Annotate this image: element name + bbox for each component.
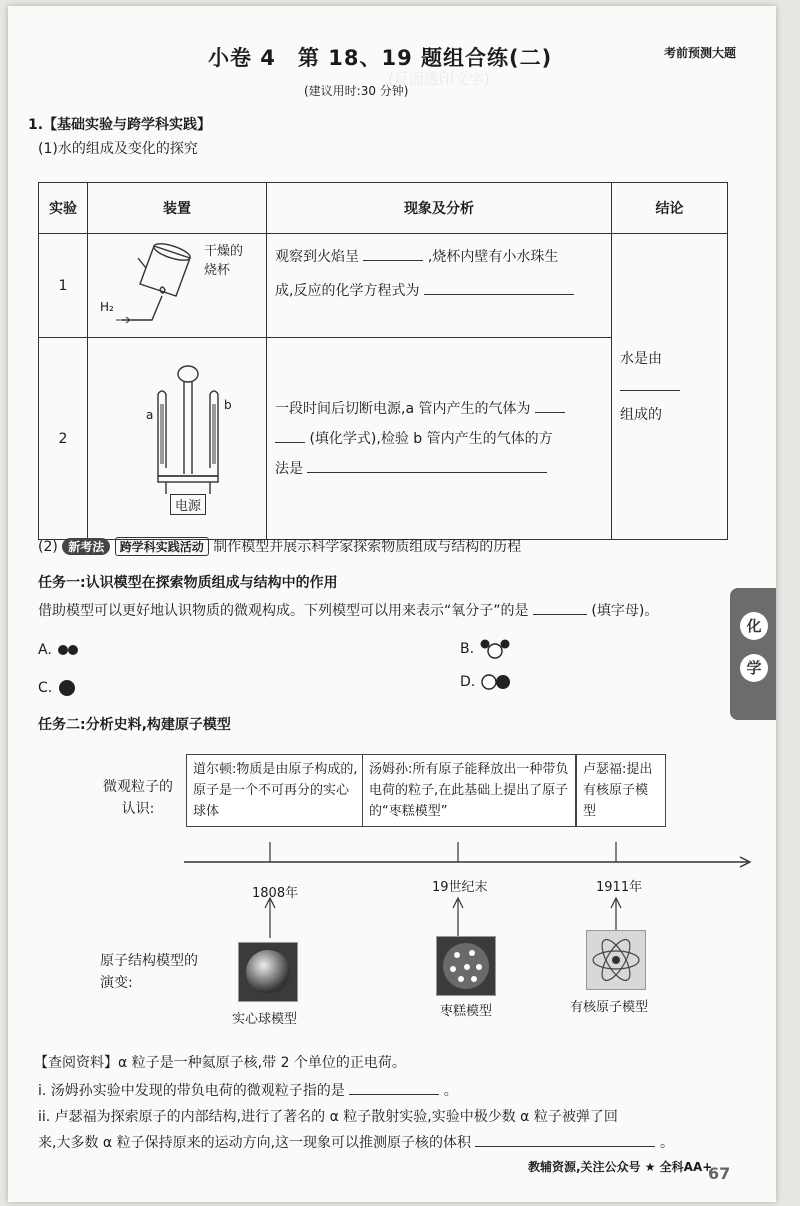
option-c-label: C. (38, 680, 53, 696)
evolution-label: 原子结构模型的演变: (100, 953, 198, 991)
phenomenon-1 (267, 234, 612, 338)
question-ii-line-2 (38, 1132, 674, 1152)
option-d (460, 672, 512, 692)
question-ii-line-1: ii. 卢瑟福为探索原子的内部结构,进行了著名的 α 粒子散射实验,实验中极少数 α 粒子被弹了回 (38, 1109, 618, 1125)
solid-sphere-model-image (238, 942, 298, 1002)
blank-flame-color[interactable] (363, 246, 423, 261)
header-apparatus: 装置 (88, 183, 267, 234)
plum-pudding-icon (437, 937, 495, 995)
power-source-label: 电源 (170, 494, 206, 515)
rutherford-box: 卢瑟福:提出有核原子模型 (576, 754, 666, 827)
plum-pudding-label: 枣糕模型 (440, 1004, 493, 1019)
bleed-through-text: (反面透印文字) (388, 70, 490, 88)
option-d-label: D. (460, 674, 476, 690)
apparatus-2 (88, 338, 267, 540)
footer-text: 教辅资源,关注公众号 ★ 全科AA+ (528, 1160, 713, 1174)
page-number: 67 (708, 1164, 731, 1183)
row1-text-b: ,烧杯内壁有小水珠生 (427, 249, 559, 265)
section-label: 考前预测大题 (663, 46, 736, 60)
blank-conclusion[interactable] (620, 376, 680, 391)
tube-b-label: b (224, 398, 232, 412)
apparatus-1 (88, 234, 267, 338)
task-1-suffix: (填字母)。 (591, 603, 659, 619)
row2-text-a: 一段时间后切断电源,a 管内产生的气体为 (275, 400, 531, 417)
plum-pudding-model-image (436, 936, 496, 996)
header-conclusion: 结论 (612, 183, 728, 234)
year-1911: 1911年 (596, 880, 643, 895)
blank-negative-particle[interactable] (349, 1080, 439, 1095)
part-2-text: 制作模型并展示科学家探索物质组成与结构的历程 (213, 539, 522, 555)
nuclear-model-label: 有核原子模型 (570, 1000, 649, 1015)
option-b-label: B. (460, 641, 475, 657)
header-phenomenon: 现象及分析 (267, 183, 612, 234)
experiment-table (38, 182, 728, 540)
task-1-question (38, 600, 658, 620)
subject-side-tab (730, 588, 776, 720)
electrolysis-apparatus-diagram (128, 364, 248, 514)
blank-nucleus-volume[interactable] (475, 1132, 655, 1147)
blank-option-answer[interactable] (533, 600, 587, 615)
blank-test-method[interactable] (307, 458, 547, 473)
year-1808: 1808年 (252, 886, 299, 901)
task-2-title: 任务二:分析史料,构建原子模型 (38, 717, 231, 733)
header-experiment: 实验 (39, 183, 88, 234)
blank-gas-formula-cont[interactable] (275, 428, 305, 443)
year-late-19th-century: 19世纪末 (432, 880, 488, 895)
part-1-title: (1)水的组成及变化的探究 (38, 141, 198, 157)
blank-equation[interactable] (424, 280, 574, 295)
phenomenon-2 (267, 338, 612, 540)
dry-beaker-label: 干燥的烧杯 (204, 244, 244, 278)
new-exam-tag: 新考法 (62, 538, 110, 555)
solid-sphere-label: 实心球模型 (232, 1012, 298, 1027)
row2-text-b: (填化学式),检验 b 管内产生的气体的方 (309, 430, 553, 447)
question-i (38, 1080, 458, 1100)
row1-text-a: 观察到火焰呈 (275, 249, 359, 265)
row1-text-c: 成,反应的化学方程式为 (275, 283, 420, 299)
blank-gas-formula[interactable] (535, 398, 565, 413)
worksheet-page (8, 6, 776, 1202)
task-1-title: 任务一:认识模型在探索物质组成与结构中的作用 (38, 575, 338, 591)
question-1-heading: 1.【基础实验与跨学科实践】 (28, 117, 212, 133)
cross-discipline-tag: 跨学科实践活动 (115, 537, 209, 556)
question-ii-end: 。 (659, 1135, 674, 1151)
table-header-row (39, 183, 728, 234)
row-number: 2 (39, 338, 88, 540)
option-b (460, 638, 511, 660)
micro-particle-label: 微观粒子的认识: (103, 779, 173, 817)
nuclear-atom-icon (587, 931, 645, 989)
option-c-model-icon (57, 678, 77, 698)
dalton-box: 道尔顿:物质是由原子构成的,原子是一个不可再分的实心球体 (186, 754, 366, 827)
question-i-end: 。 (443, 1083, 458, 1099)
page-title: 小卷 4 第 18、19 题组合练(二) (208, 46, 553, 70)
nuclear-model-image (586, 930, 646, 990)
conclusion-cell (612, 234, 728, 540)
tube-a-label: a (146, 408, 154, 422)
conclusion-text-a: 水是由 (620, 350, 662, 367)
table-row (39, 234, 728, 338)
thomson-box: 汤姆孙:所有原子能释放出一种带负电荷的粒子,在此基础上提出了原子的“枣糕模型” (362, 754, 576, 827)
question-i-text: i. 汤姆孙实验中发现的带负电荷的微观粒子指的是 (38, 1083, 345, 1099)
time-hint: (建议用时:30 分钟) (304, 84, 409, 98)
conclusion-text-b: 组成的 (620, 406, 662, 423)
row2-text-c: 法是 (275, 460, 303, 477)
option-a-label: A. (38, 642, 52, 658)
part-2-prefix: (2) (38, 539, 58, 555)
option-a (38, 642, 84, 658)
h2-label: H₂ (100, 300, 114, 314)
row-number: 1 (39, 234, 88, 338)
option-a-model-icon (56, 643, 84, 657)
option-c (38, 678, 77, 698)
side-tab-char-1: 化 (740, 612, 768, 640)
side-tab-char-2: 学 (740, 654, 768, 682)
part-2-line (38, 536, 521, 556)
solid-sphere-icon (239, 943, 297, 1001)
option-b-model-icon (479, 638, 511, 660)
option-d-model-icon (480, 672, 512, 692)
question-ii-text: 来,大多数 α 粒子保持原来的运动方向,这一现象可以推测原子核的体积 (38, 1135, 472, 1151)
task-1-question-text: 借助模型可以更好地认识物质的微观构成。下列模型可以用来表示“氧分子”的是 (38, 603, 529, 619)
reference-text: 【查阅资料】α 粒子是一种氦原子核,带 2 个单位的正电荷。 (34, 1055, 406, 1071)
